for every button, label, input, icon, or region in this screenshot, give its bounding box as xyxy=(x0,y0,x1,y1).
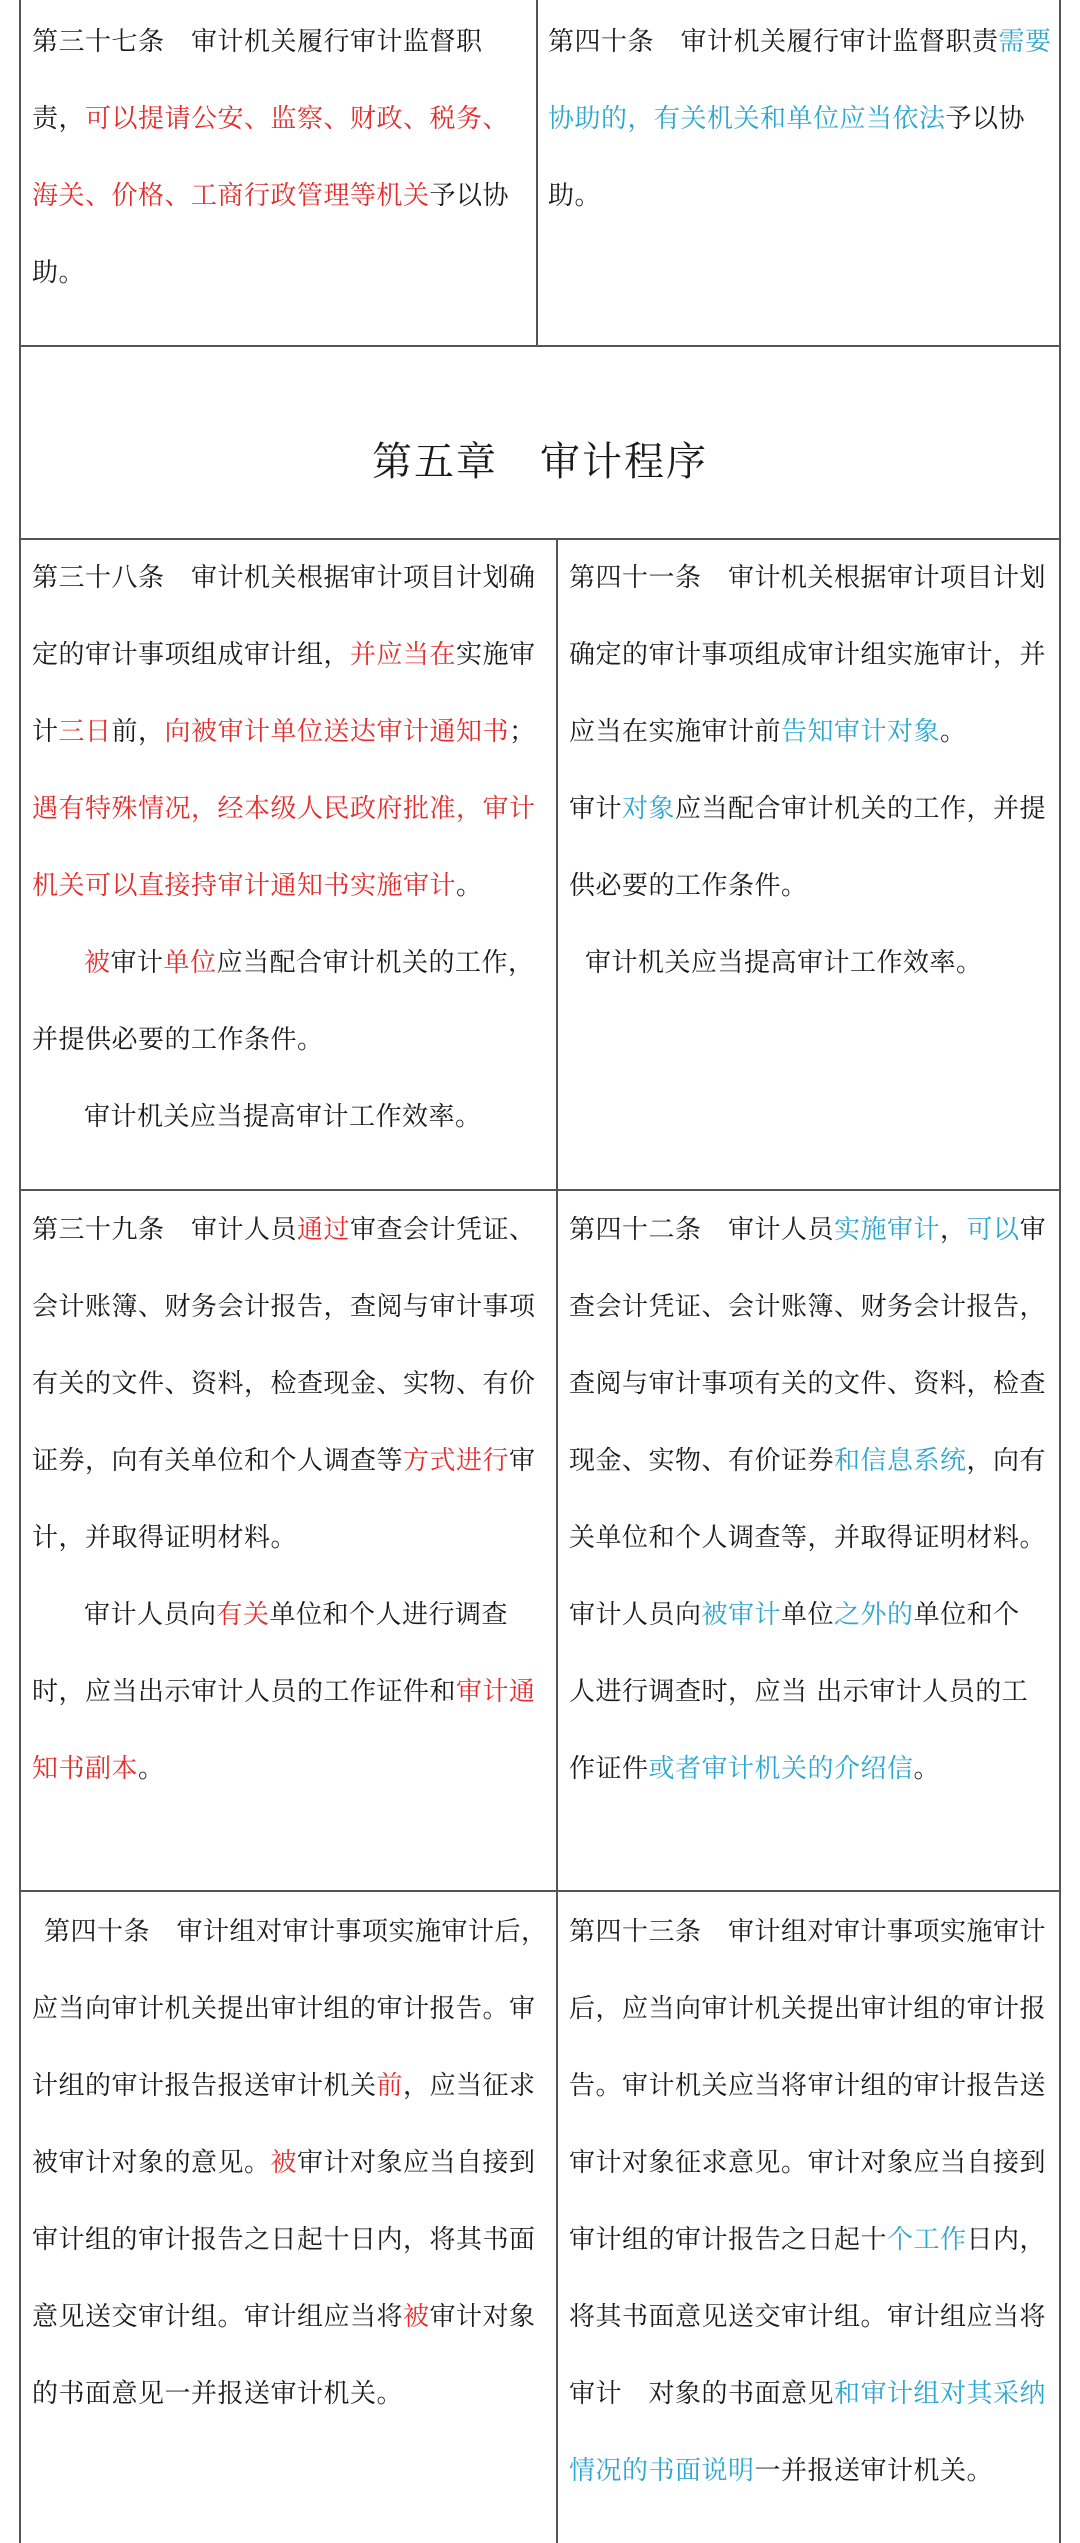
text-segment: 第四十条 审计机关履行审计监督职责 xyxy=(548,27,999,57)
text-segment: 被审计对象的意见。 xyxy=(32,2148,271,2178)
text-line xyxy=(569,2125,1055,2202)
text-segment: 单位和个 xyxy=(913,1600,1020,1630)
text-segment: 审计机关应当提高审计工作效率。 xyxy=(84,1102,482,1132)
text-segment: 现金、实物、有价证券 xyxy=(569,1446,835,1476)
text-line xyxy=(32,235,532,312)
text-segment: 将其书面意见送交审计组。审计组应当将 xyxy=(569,2302,1047,2332)
text-segment: 审计机关应当提高审计工作效率。 xyxy=(585,948,983,978)
text-segment: 审计对象 xyxy=(429,2302,536,2332)
revised-text: 情况的书面说明 xyxy=(569,2456,755,2486)
text-segment: 前， xyxy=(111,717,165,747)
text-segment: ，应当征求 xyxy=(403,2071,536,2101)
text-line xyxy=(569,771,1055,848)
article-38-old-cell xyxy=(32,540,552,1156)
text-segment: 第四十条 审计组对审计事项实施审计后， xyxy=(44,1917,548,1947)
text-line xyxy=(32,2048,552,2125)
text-line xyxy=(569,1577,1055,1654)
article-41-new-cell xyxy=(569,540,1055,1002)
text-line xyxy=(569,1971,1055,2048)
revised-text: 实施审计 xyxy=(834,1215,941,1245)
article-42-new-cell xyxy=(569,1192,1055,1808)
text-segment: 时，应当出示审计人员的工作证件和 xyxy=(32,1677,457,1707)
article-37-old-cell xyxy=(32,4,532,312)
text-segment: 。 xyxy=(138,1754,165,1784)
text-line xyxy=(32,1002,552,1079)
text-line xyxy=(548,81,1054,158)
text-line xyxy=(32,2202,552,2279)
text-segment: 意见送交审计组。审计组应当将 xyxy=(32,2302,404,2332)
text-segment: 责， xyxy=(32,104,86,134)
text-segment: 予以协 xyxy=(945,104,1026,134)
revised-text: 可以 xyxy=(966,1215,1020,1245)
text-segment: 。 xyxy=(940,717,967,747)
text-segment: 第四十三条 审计组对审计事项实施审计 xyxy=(569,1917,1047,1947)
revised-text: 对象 xyxy=(622,794,676,824)
deleted-text: 知书副本 xyxy=(32,1754,139,1784)
column-divider-row-1 xyxy=(536,0,538,346)
text-line xyxy=(548,158,1054,235)
text-segment: ， xyxy=(940,1215,967,1245)
text-line xyxy=(32,1654,552,1731)
text-line xyxy=(32,1192,552,1269)
text-segment: 予以协 xyxy=(429,181,510,211)
deleted-text: 并应当在 xyxy=(350,640,457,670)
text-line xyxy=(569,2048,1055,2125)
text-segment: 实施审 xyxy=(456,640,536,670)
revised-text: 和审计组对其采纳 xyxy=(834,2379,1047,2409)
text-segment: 告。审计机关应当将审计组的审计报告送 xyxy=(569,2071,1047,2101)
deleted-text: 单位 xyxy=(163,948,217,978)
text-line xyxy=(32,2279,552,2356)
text-segment: 查阅与审计事项有关的文件、资料，检查 xyxy=(569,1369,1047,1399)
text-segment: 计组的审计报告报送审计机关 xyxy=(32,2071,377,2101)
text-segment: 审计对象应当自接到 xyxy=(297,2148,536,2178)
text-line xyxy=(569,1894,1055,1971)
text-segment: 。 xyxy=(456,871,483,901)
table-border-right xyxy=(1059,0,1061,2543)
text-segment: 计 xyxy=(32,717,59,747)
revised-text: 和信息系统 xyxy=(834,1446,967,1476)
column-divider-rows-3-5 xyxy=(556,538,558,2543)
text-segment: 审 xyxy=(1019,1215,1047,1245)
text-segment: 应当在实施审计前 xyxy=(569,717,782,747)
text-line xyxy=(32,2356,552,2433)
text-line xyxy=(569,1731,1055,1808)
text-line xyxy=(32,1894,552,1971)
deleted-text: 向被审计单位送达审计通知书 xyxy=(164,717,510,747)
text-segment: 审计对象征求意见。审计对象应当自接到 xyxy=(569,2148,1047,2178)
text-segment: 第三十七条 审计机关履行审计监督职 xyxy=(32,27,483,57)
revised-text: 之外的 xyxy=(834,1600,914,1630)
revised-text: 告知审计对象 xyxy=(781,717,941,747)
text-segment: 单位 xyxy=(781,1600,835,1630)
text-segment: 助。 xyxy=(548,181,602,211)
text-line xyxy=(32,694,552,771)
text-segment: 第三十八条 审计机关根据审计项目计划确 xyxy=(32,563,536,593)
text-line xyxy=(569,1654,1055,1731)
text-segment: 证券，向有关单位和个人调查等 xyxy=(32,1446,404,1476)
text-segment: 供必要的工作条件。 xyxy=(569,871,808,901)
text-segment: 单位和个人进行调查 xyxy=(269,1600,509,1630)
article-43-new-cell xyxy=(569,1894,1055,2510)
text-segment: 审 xyxy=(509,1446,536,1476)
text-line xyxy=(32,1079,552,1156)
text-line xyxy=(32,4,532,81)
revised-text: 被审计 xyxy=(701,1600,782,1630)
text-line xyxy=(569,1346,1055,1423)
text-line xyxy=(32,2125,552,2202)
text-line xyxy=(32,81,532,158)
text-segment: ； xyxy=(509,717,536,747)
text-segment: 应当配合审计机关的工作， xyxy=(216,948,535,978)
text-segment: 第四十二条 审计人员 xyxy=(569,1215,835,1245)
text-segment: 第四十一条 审计机关根据审计项目计划 xyxy=(569,563,1047,593)
text-line xyxy=(32,1269,552,1346)
chapter-title: 第五章 审计程序 xyxy=(372,439,708,485)
text-line xyxy=(32,1731,552,1808)
text-segment: 作证件 xyxy=(569,1754,649,1784)
text-line xyxy=(569,1500,1055,1577)
deleted-text: 前 xyxy=(376,2071,404,2101)
deleted-text: 方式进行 xyxy=(403,1446,510,1476)
text-segment: 并提供必要的工作条件。 xyxy=(32,1025,324,1055)
article-39-old-cell xyxy=(32,1192,552,1808)
text-segment: 确定的审计事项组成审计组实施审计，并 xyxy=(569,640,1047,670)
text-segment: 审计组的审计报告之日起十日内，将其书面 xyxy=(32,2225,536,2255)
text-segment: 人进行调查时，应当 出示审计人员的工 xyxy=(569,1677,1029,1707)
text-line xyxy=(32,1971,552,2048)
revised-text: 或者审计机关的介绍信 xyxy=(648,1754,914,1784)
text-line xyxy=(569,540,1055,617)
text-segment: 定的审计事项组成审计组， xyxy=(32,640,351,670)
text-segment: 审计 xyxy=(569,794,623,824)
text-segment: 的书面意见一并报送审计机关。 xyxy=(32,2379,404,2409)
revised-text: 个工作 xyxy=(887,2225,967,2255)
text-segment: 助。 xyxy=(32,258,86,288)
text-segment: 计，并取得证明材料。 xyxy=(32,1523,298,1553)
text-line xyxy=(569,2202,1055,2279)
text-segment: 。 xyxy=(913,1754,941,1784)
text-line xyxy=(32,848,552,925)
text-line xyxy=(569,848,1055,925)
deleted-text: 机关可以直接持审计通知书实施审计 xyxy=(32,871,457,901)
row-divider-4 xyxy=(19,1890,1061,1892)
deleted-text: 三日 xyxy=(58,717,112,747)
text-line xyxy=(32,771,552,848)
row-divider-3 xyxy=(19,1189,1061,1191)
text-line xyxy=(569,925,1055,1002)
text-line xyxy=(32,1500,552,1577)
text-line xyxy=(569,2433,1055,2510)
text-line xyxy=(548,4,1054,81)
text-line xyxy=(32,540,552,617)
text-line xyxy=(32,617,552,694)
text-line xyxy=(32,1346,552,1423)
deleted-text: 被 xyxy=(84,948,111,978)
text-line xyxy=(32,158,532,235)
text-line xyxy=(569,1423,1055,1500)
text-segment: 审计 对象的书面意见 xyxy=(569,2379,835,2409)
text-segment: 审计 xyxy=(110,948,164,978)
text-segment: 会计账簿、财务会计报告，查阅与审计事项 xyxy=(32,1292,536,1322)
article-40-old-cell xyxy=(32,1894,552,2433)
text-segment: ，向有 xyxy=(966,1446,1047,1476)
text-segment: 审计组的审计报告之日起十 xyxy=(569,2225,888,2255)
text-segment: 查会计凭证、会计账簿、财务会计报告， xyxy=(569,1292,1047,1322)
deleted-text: 海关、价格、工商行政管理等机关 xyxy=(32,181,430,211)
text-line xyxy=(569,2279,1055,2356)
text-line xyxy=(569,2356,1055,2433)
text-line xyxy=(569,1269,1055,1346)
text-segment: 审查会计凭证、 xyxy=(350,1215,536,1245)
text-line xyxy=(569,617,1055,694)
deleted-text: 有关 xyxy=(216,1600,270,1630)
text-segment: 应当配合审计机关的工作，并提 xyxy=(675,794,1047,824)
text-line xyxy=(32,1423,552,1500)
text-segment: 有关的文件、资料，检查现金、实物、有价 xyxy=(32,1369,536,1399)
text-line xyxy=(569,1192,1055,1269)
text-segment: 关单位和个人调查等，并取得证明材料。 xyxy=(569,1523,1047,1553)
text-segment: 日内， xyxy=(966,2225,1047,2255)
text-segment: 审计人员向 xyxy=(569,1600,702,1630)
text-segment: 审计人员向 xyxy=(84,1600,217,1630)
text-line xyxy=(32,925,552,1002)
revised-text: 需要 xyxy=(998,27,1052,57)
table-border-left xyxy=(19,0,21,2543)
text-segment: 第三十九条 审计人员 xyxy=(32,1215,298,1245)
deleted-text: 被 xyxy=(403,2302,430,2332)
row-divider-1 xyxy=(19,345,1061,347)
deleted-text: 遇有特殊情况，经本级人民政府批准，审计 xyxy=(32,794,536,824)
deleted-text: 可以提请公安、监察、财政、税务、 xyxy=(85,104,510,134)
text-segment: 一并报送审计机关。 xyxy=(754,2456,994,2486)
text-segment: 后，应当向审计机关提出审计组的审计报 xyxy=(569,1994,1047,2024)
text-line xyxy=(569,694,1055,771)
text-segment: 应当向审计机关提出审计组的审计报告。审 xyxy=(32,1994,536,2024)
revised-text: 协助的，有关机关和单位应当依法 xyxy=(548,104,946,134)
deleted-text: 审计通 xyxy=(456,1677,536,1707)
text-line xyxy=(32,1577,552,1654)
deleted-text: 被 xyxy=(270,2148,298,2178)
article-40-new-cell xyxy=(548,4,1054,235)
deleted-text: 通过 xyxy=(297,1215,351,1245)
